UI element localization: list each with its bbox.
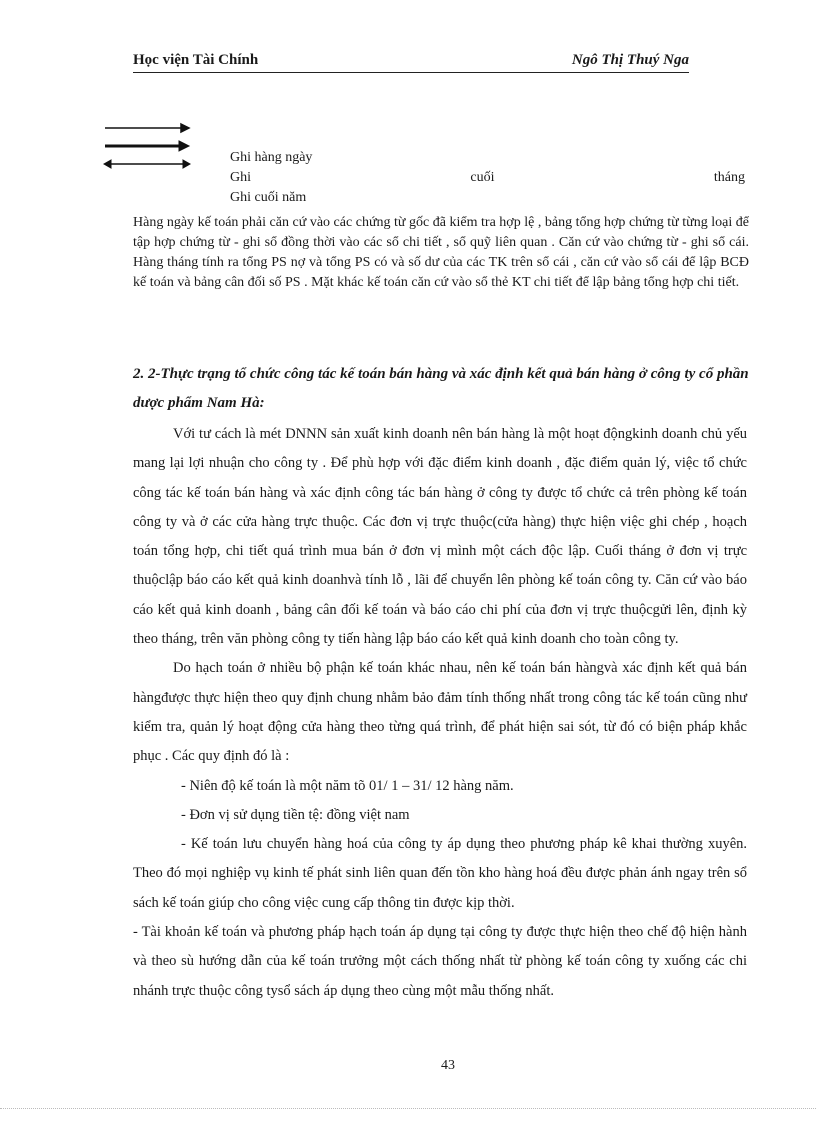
arrow-yearly-icon (104, 160, 190, 168)
page-footer-rule (0, 1108, 816, 1109)
body-text (133, 420, 747, 1006)
legend-monthly-c: tháng (713, 170, 745, 185)
legend-arrows (103, 120, 195, 170)
arrow-daily-icon (105, 124, 189, 132)
bullet-4: - Tài khoản kế toán và phương pháp hạch toán áp dụng tại công ty được thực hiện theo chế độ hiện hành và theo sù hướng dẫn của kế toán trưởng một cách thống nhất từ phòng kế toán công ty xuống các chi nhánh trực thuộc công tysổ sách áp dụng theo cùng một mẫu thống nhất. (133, 924, 747, 999)
paragraph-2: Do hạch toán ở nhiều bộ phận kế toán khác nhau, nên kế toán bán hàngvà xác định kết quả bán hàngđược thực hiện theo quy định chung nhằm bảo đảm tính thống nhất trong công tác kế toán cũng như kiểm tra, quản lý hoạt động cửa hàng theo từng quá trình, để phát hiện sai sót, từ đó có biện pháp khắc phục . Các quy định đó là : (133, 660, 747, 765)
legend-monthly-a: Ghi (230, 170, 251, 185)
header-author: Ngô Thị Thuý Nga (571, 52, 689, 68)
intro-line-2: Hàng tháng tính ra tổng PS nợ và tổng PS có và số dư của các TK trên sổ cái , căn cứ vào sổ cái để lập BCĐ kế toán và bảng cân đối số PS . Mặt khác kế toán căn cứ vào sổ thẻ KT chi tiết để lập bảng tổng hợp chi tiết. (133, 255, 749, 290)
legend-monthly (230, 168, 745, 188)
arrow-monthly-icon (105, 141, 189, 151)
bullet-1: - Niên độ kế toán là một năm tõ 01/ 1 – 31/ 12 hàng năm. (181, 777, 514, 794)
legend (230, 148, 745, 208)
bullet-2: - Đơn vị sử dụng tiền tệ: đồng việt nam (181, 806, 410, 823)
header-institution: Học viện Tài Chính (133, 52, 259, 68)
page-header (133, 52, 689, 73)
bullet-3: - Kế toán lưu chuyển hàng hoá của công ty áp dụng theo phương pháp kê khai thường xuyên. Theo đó mọi nghiệp vụ kinh tế phát sinh liên quan đến tồn kho hàng hoá đều được phản ánh ngay trên sổ sách kế toán giúp cho công việc cung cấp thông tin được kịp thời. (133, 836, 747, 911)
legend-daily: Ghi hàng ngày (230, 150, 313, 165)
page-number: 43 (441, 1058, 455, 1073)
paragraph-1: Với tư cách là mét DNNN sản xuất kinh doanh nên bán hàng là một hoạt độngkinh doanh chủ yếu mang lại lợi nhuận cho công ty . Để phù hợp với đặc điểm kinh doanh , đặc điểm quản lý, việc tổ chức công tác kế toán bán hàng và xác định công tác bán hàng ở công ty được tổ chức cả trên phòng kế toán công ty và ở các cửa hàng trực thuộc. Các đơn vị trực thuộc(cửa hàng) thực hiện việc ghi chép , hoạch toán tổng hợp, chi tiết quá trình mua bán ở đơn vị mình một cách độc lập. Cuối tháng ở đơn vị trực thuộclập báo cáo kết quả kinh doanhvà tính lỗ , lãi để chuyển lên phòng kế toán công ty. Căn cứ vào báo cáo kết quả kinh doanh , bảng cân đối kế toán và báo cáo chi phí của đơn vị trực thuộcgửi lên, định kỳ theo tháng, trên văn phòng công ty tiến hàng lập báo cáo kết quả kinh doanh cho toàn công ty. (133, 426, 747, 648)
legend-yearly: Ghi cuối năm (230, 190, 307, 205)
intro-paragraph (133, 213, 749, 293)
section-title: 2. 2-Thực trạng tổ chức công tác kế toán bán hàng và xác định kết quả bán hàng ở công ty cổ phần dược phẩm Nam Hà: (133, 366, 749, 411)
legend-monthly-b: cuối (470, 170, 495, 185)
intro-line-1: Hàng ngày kế toán phải căn cứ vào các chứng từ gốc đã kiểm tra hợp lệ , bảng tổng hợp chứng từ từng loại để tập hợp chứng từ - ghi sổ đồng thời vào các sổ chi tiết , sổ quỹ liên quan . Căn cứ vào chứng từ - ghi sổ cái. (133, 215, 749, 250)
